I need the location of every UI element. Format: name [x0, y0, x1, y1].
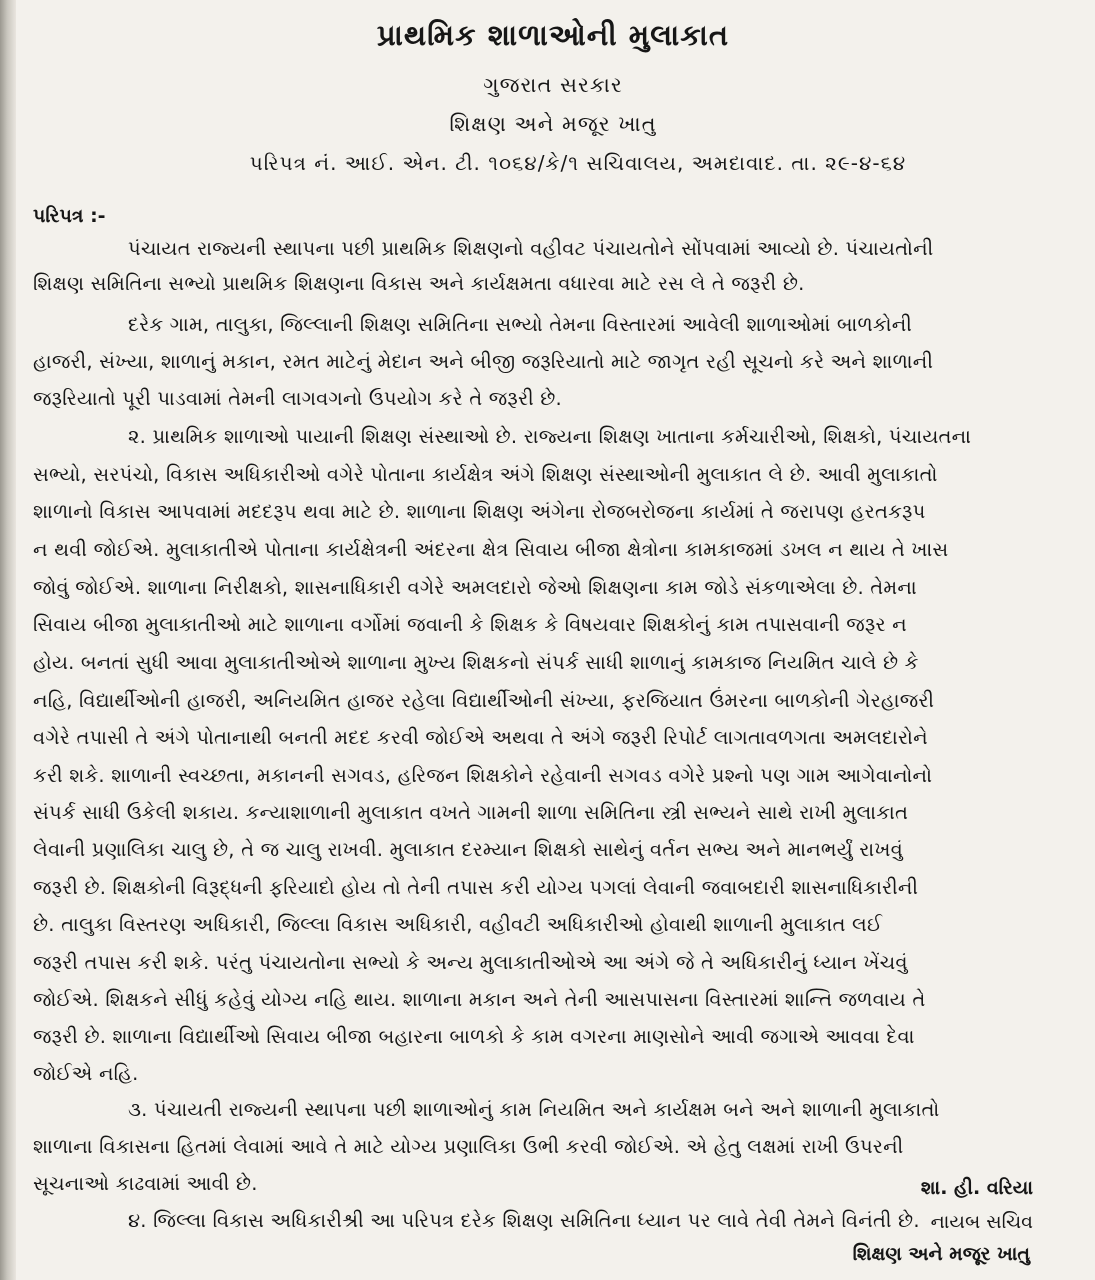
body-line: શાળાના વિકાસના હિતમાં લેવામાં આવે તે માટે યોગ્ય પ્રણાલિકા ઉભી કરવી જોઈએ. એ હેતુ લક્ષમાં રાખી ઉપરની — [33, 1135, 904, 1158]
body-line: પંચાયત રાજ્યની સ્થાપના પછી પ્રાથમિક શિક્ષણનો વહીવટ પંચાયતોને સોંપવામાં આવ્યો છે. પંચાયતોની — [128, 237, 934, 260]
body-line: ન થવી જોઈએ. મુલાકાતીએ પોતાના કાર્યક્ષેત્રની અંદરના ક્ષેત્ર સિવાય બીજા ક્ષેત્રોના કામકાજમાં ડખલ ન થાય તે ખાસ — [33, 538, 949, 561]
body-line: જરૂરી છે. શિક્ષકોની વિરૂદ્ધની ફરિયાદો હોય તો તેની તપાસ કરી યોગ્ય પગલાં લેવાની જવાબદારી શાસનાધિકારીની — [33, 876, 919, 899]
body-line: શિક્ષણ સમિતિના સભ્યો પ્રાથમિક શિક્ષણના વિકાસ અને કાર્યક્ષમતા વધારવા માટે રસ લે તે જરૂરી છે. — [33, 272, 805, 295]
body-line: સંપર્ક સાધી ઉકેલી શકાય. કન્યાશાળાની મુલાકાત વખતે ગામની શાળા સમિતિના સ્ત્રી સભ્યને સાથે રાખી મુલાકાત — [33, 801, 909, 824]
body-line: દરેક ગામ, તાલુકા, જિલ્લાની શિક્ષણ સમિતિના સભ્યો તેમના વિસ્તારમાં આવેલી શાળાઓમાં બાળકોની — [128, 313, 913, 336]
body-line: જરૂરી તપાસ કરી શકે. પરંતુ પંચાયતોના સભ્યો કે અન્ય મુલાકાતીઓએ આ અંગે જે તે અધિકારીનું ધ્યાન ખેંચવું — [33, 951, 908, 974]
document-page — [28, 0, 1078, 1280]
signatory-office: શિક્ષણ અને મજૂર ખાતુ — [852, 1243, 1030, 1265]
body-line: જરૂરિયાતો પૂરી પાડવામાં તેમની લાગવગનો ઉપયોગ કરે તે જરૂરી છે. — [33, 387, 562, 410]
page-binding-shadow — [0, 0, 16, 1280]
body-line: શાળાનો વિકાસ આપવામાં મદદરૂપ થવા માટે છે. શાળાના શિક્ષણ અંગેના રોજબરોજના કાર્યમાં તે જરાપણ હરતકરૂપ — [33, 500, 926, 523]
body-line: જોઈએ. શિક્ષકને સીધું કહેવું યોગ્ય નહિ થાય. શાળાના મકાન અને તેની આસપાસના વિસ્તારમાં શાન્તિ જળવાય તે — [33, 988, 926, 1011]
body-line: વગેરે તપાસી તે અંગે પોતાનાથી બનતી મદદ કરવી જોઈએ અથવા તે અંગે જરૂરી રિપોર્ટ લાગતાવળગતા અમલદારોને — [33, 726, 928, 749]
body-line: હોય. બનતાં સુધી આવા મુલાકાતીઓએ શાળાના મુખ્ય શિક્ષકનો સંપર્ક સાધી શાળાનું કામકાજ નિયમિત ચાલે છે કે — [33, 651, 919, 674]
body-line: સભ્યો, સરપંચો, વિકાસ અધિકારીઓ વગેરે પોતાના કાર્યક્ષેત્ર અંગે શિક્ષણ સંસ્થાઓની મુલાકાત લે છે. આવી મુલાકાતો — [33, 463, 938, 486]
body-line: નહિ, વિદ્યાર્થીઓની હાજરી, અનિયમિત હાજર રહેલા વિદ્યાર્થીઓની સંખ્યા, ફરજિયાત ઉંમરના બાળકોની ગેરહાજરી — [33, 689, 935, 712]
body-line: જોઈએ નહિ. — [33, 1062, 139, 1085]
body-line: સૂચનાઓ કાઢવામાં આવી છે. — [33, 1172, 258, 1195]
body-line: કરી શકે. શાળાની સ્વચ્છતા, મકાનની સગવડ, હરિજન શિક્ષકોને રહેવાની સગવડ વગેરે પ્રશ્નો પણ ગામ આગેવાનોનો — [33, 764, 933, 787]
body-line: સિવાય બીજા મુલાકાતીઓ માટે શાળાના વર્ગોમાં જવાની કે શિક્ષક કે વિષયવાર શિક્ષકોનું કામ તપાસવાની જરૂર ન — [33, 613, 907, 636]
body-line: લેવાની પ્રણાલિકા ચાલુ છે, તે જ ચાલુ રાખવી. મુલાકાત દરમ્યાન શિક્ષકો સાથેનું વર્તન સભ્ય અને માનભર્યું રાખવું — [33, 838, 903, 861]
body-line: જરૂરી છે. શાળાના વિદ્યાર્થીઓ સિવાય બીજા બહારના બાળકો કે કામ વગરના માણસોને આવી જગાએ આવવા દેવા — [33, 1025, 915, 1048]
body-line: ૨. પ્રાથમિક શાળાઓ પાયાની શિક્ષણ સંસ્થાઓ છે. રાજ્યના શિક્ષણ ખાતાના કર્મચારીઓ, શિક્ષકો, પંચાયતના — [128, 425, 972, 448]
body-line: છે. તાલુકા વિસ્તરણ અધિકારી, જિલ્લા વિકાસ અધિકારી, વહીવટી અધિકારીઓ હોવાથી શાળાની મુલાકાત લઈ — [33, 913, 883, 936]
body-line: ૩. પંચાયતી રાજ્યની સ્થાપના પછી શાળાઓનું કામ નિયમિત અને કાર્યક્ષમ બને અને શાળાની મુલાકાતો — [128, 1098, 940, 1121]
circular-label: પરિપત્ર :- — [33, 205, 106, 227]
signatory-designation: નાયબ સચિવ — [930, 1211, 1033, 1233]
department-name: શિક્ષણ અને મજૂર ખાતુ — [449, 112, 657, 136]
body-line: ૪. જિલ્લા વિકાસ અધિકારીશ્રી આ પરિપત્ર દરેક શિક્ષણ સમિતિના ધ્યાન પર લાવે તેવી તેમને વિનંતી છે. — [128, 1209, 920, 1232]
signatory-name: શા. હી. વરિયા — [920, 1177, 1033, 1199]
body-line: જોવું જોઈએ. શાળાના નિરીક્ષકો, શાસનાધિકારી વગેરે અમલદારો જેઓ શિક્ષણના કામ જોડે સંકળાએલા છે. તેમના — [33, 576, 917, 599]
document-title: પ્રાથમિક શાળાઓની મુલાકાત — [376, 18, 730, 52]
government-name: ગુજરાત સરકાર — [483, 73, 623, 97]
circular-reference: પરિપત્ર નં. આઈ. એન. ટી. ૧૦૬૪/કે/૧ સચિવાલય, અમદાવાદ. તા. ૨૯-૪-૬૪ — [249, 151, 907, 175]
body-line: હાજરી, સંખ્યા, શાળાનું મકાન, રમત માટેનું મેદાન અને બીજી જરૂરિયાતો માટે જાગૃત રહી સૂચનો કરે અને શાળાની — [33, 350, 934, 373]
